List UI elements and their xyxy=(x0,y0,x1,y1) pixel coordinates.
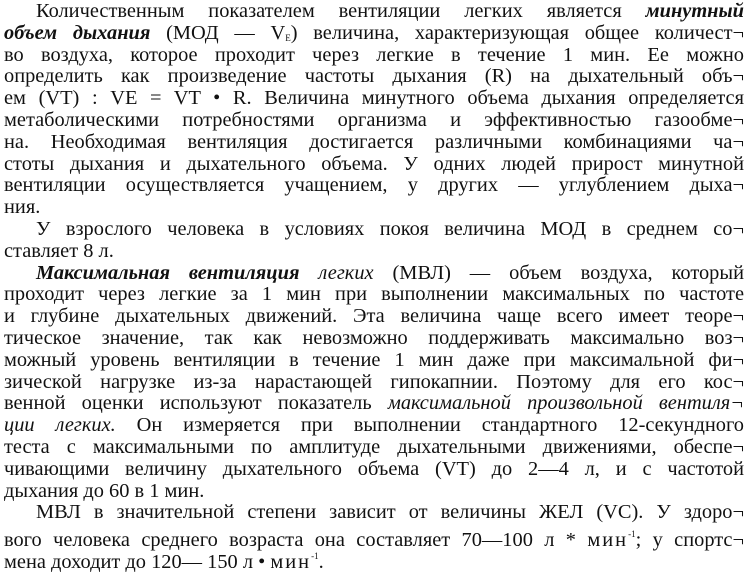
text-run: мена доходит до 120— 150 л • xyxy=(4,551,271,573)
superscript: -1 xyxy=(628,529,636,540)
paragraph-1-line-3: во воздуха, которое проходит через легкие в течение 1 мин. Ее можно xyxy=(4,43,744,66)
paragraph-1-line-9: вентиляции осуществляется учащением, у других — углублением дыха¬ xyxy=(4,174,744,197)
paragraph-3-line-10: чивающими величину дыхательного объема (VT) до 2—4 л, и с частотой xyxy=(4,457,744,480)
subscript: E xyxy=(285,32,291,43)
paragraph-3-line-6: зической нагрузке из-за нарастающей гипокапнии. Поэтому для его кос¬ xyxy=(4,370,744,393)
paragraph-1-line-10: ния. xyxy=(4,196,41,219)
text-run: Он измеряется при выполнении стандартного 12-секундного xyxy=(115,414,744,437)
term-italic: максимальной произвольной вентиля¬ xyxy=(387,392,745,415)
paragraph-3-line-1 xyxy=(36,263,744,285)
paragraph-4-line-1: МВЛ в значительной степени зависит от величины ЖЕЛ (VC). У здоро¬ xyxy=(36,501,744,524)
term-emphasis: Максимальная вентиляция xyxy=(36,261,300,284)
paragraph-1-line-1 xyxy=(36,1,744,23)
text-run: . xyxy=(318,551,324,573)
paragraph-3-line-5: можный уровень вентиляции в течение 1 мин даже при максимальной фи¬ xyxy=(4,348,744,371)
text-run: ) величина, характеризующая общее количест¬ xyxy=(290,21,745,44)
paragraph-3-line-8 xyxy=(4,415,744,437)
unit: мин xyxy=(270,551,312,573)
paragraph-4-line-3 xyxy=(4,546,744,574)
term-emphasis: объем дыхания xyxy=(4,21,151,44)
text-run: вого человека среднего возраста она составляет 70—100 л * xyxy=(4,529,588,552)
text-run: (МОД — V xyxy=(150,21,286,44)
paragraph-3-line-11: дыхания до 60 в 1 мин. xyxy=(4,479,205,502)
text-run: (МВЛ) — объем воздуха, который xyxy=(373,261,744,284)
paragraph-3-line-9: теста с максимальными по амплитуде дыхательными движениями, обеспе¬ xyxy=(4,436,744,458)
paragraph-2-line-1: У взрослого человека в условиях покоя величина МОД в среднем со¬ xyxy=(36,218,744,240)
term-italic: легких xyxy=(299,261,374,284)
text-run: Количественным показателем вентиляции легких является xyxy=(36,0,646,22)
paragraph-3-line-3: и глубине дыхательных движений. Эта величина чаще всего имеет теоре¬ xyxy=(4,305,744,328)
term-italic: ции легких. xyxy=(4,414,116,437)
paragraph-1-line-7: на. Необходимая вентиляция достигается различными комбинациями ча¬ xyxy=(4,130,744,153)
paragraph-3-line-2: проходит через легкие за 1 мин при выполнении максимальных по частоте xyxy=(4,283,744,306)
paragraph-3-line-4: тическое значение, так как невозможно поддерживать максимально воз¬ xyxy=(4,327,744,349)
text-run: венной оценки используют показатель xyxy=(4,392,388,415)
paragraph-3-line-7 xyxy=(4,393,744,415)
unit: мин xyxy=(587,529,629,552)
paragraph-1-line-4: определить как произведение частоты дыхания (R) на дыхательный объ¬ xyxy=(4,65,744,88)
paragraph-1-line-8: стоты дыхания и дыхательного объема. У одних людей прирост минутной xyxy=(4,152,744,175)
superscript: -1 xyxy=(311,551,319,561)
term-emphasis: минутный xyxy=(645,0,744,22)
paragraph-2-line-2: ставляет 8 л. xyxy=(4,239,114,262)
text-run: ; у спортс¬ xyxy=(635,529,744,552)
paragraph-1-line-6: метаболическими потребностями организма и эффективностью газообме¬ xyxy=(4,109,744,131)
paragraph-1-line-5: ем (VT) : VE = VT • R. Величина минутного объема дыхания определяется xyxy=(4,87,744,110)
